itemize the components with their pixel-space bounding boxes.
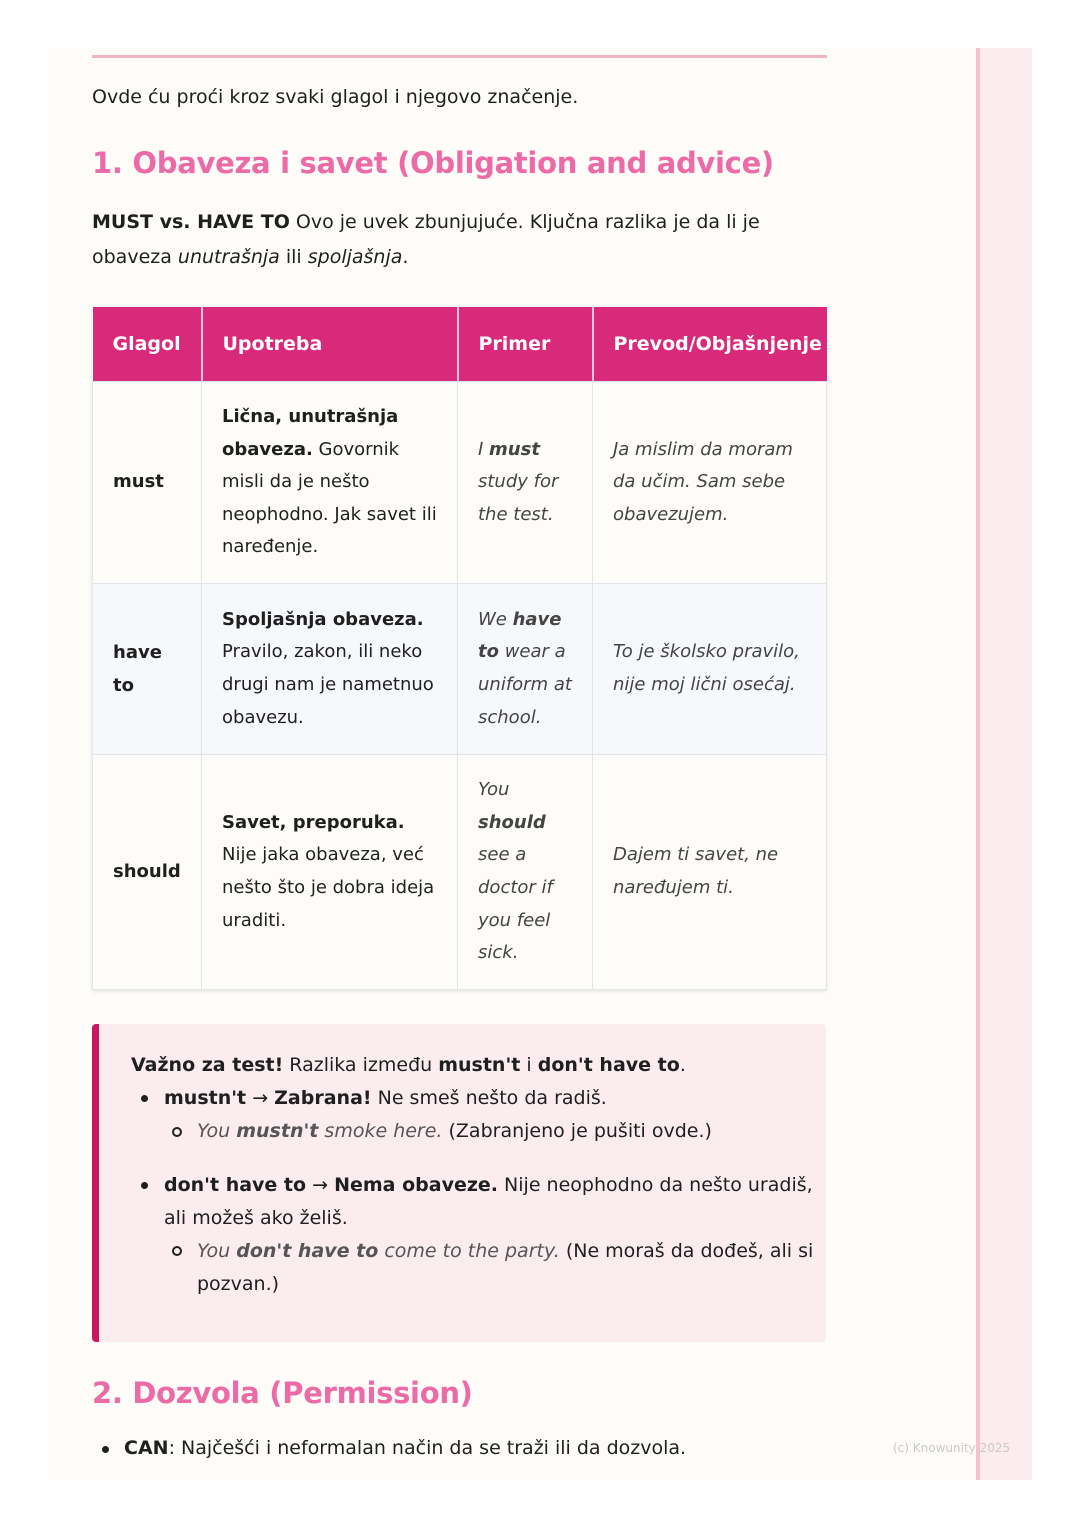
- example-post: study for the test.: [478, 471, 559, 525]
- permission-item-can: [124, 1433, 686, 1463]
- bullet-dot: [141, 1182, 148, 1189]
- sub-bullet-ring: [172, 1127, 182, 1137]
- lead-paragraph: [92, 205, 827, 275]
- sub-post: come to the party.: [378, 1240, 560, 1262]
- callout-subitem-mustnt: [197, 1115, 712, 1148]
- lead-em-internal: unutrašnja: [177, 246, 280, 268]
- item-bold: CAN: [124, 1437, 169, 1459]
- table-row: [93, 382, 827, 584]
- sub-bullet-ring: [172, 1246, 182, 1256]
- cell-example: [458, 584, 593, 755]
- cell-example: [458, 755, 593, 990]
- sub-bold: don't have to: [236, 1240, 379, 1262]
- header-example: Primer: [458, 307, 593, 382]
- arrow-icon: →: [306, 1174, 335, 1196]
- table-row: [93, 584, 827, 755]
- example-post: wear a uniform at school.: [478, 641, 572, 728]
- table-row: [93, 755, 827, 990]
- item-bold: don't have to: [164, 1174, 307, 1196]
- header-usage: Upotreba: [202, 307, 458, 382]
- item-text: Nije neophodno da nešto uradiš,: [498, 1174, 813, 1196]
- example-bold: should: [478, 811, 546, 833]
- cell-translation: Ja mislim da moram da učim. Sam sebe obavezujem.: [593, 382, 827, 584]
- lead-end: .: [402, 246, 409, 268]
- sub-post: smoke here.: [318, 1120, 443, 1142]
- lead-bold: MUST vs. HAVE TO: [92, 211, 290, 233]
- cell-example: [458, 382, 593, 584]
- cell-translation: Dajem ti savet, ne naređujem ti.: [593, 755, 827, 990]
- usage-text: Govornik misli da je nešto neophodno. Jak savet ili naređenje.: [222, 438, 437, 558]
- cell-verb: should: [93, 755, 202, 990]
- callout-title-text: Razlika između: [283, 1054, 439, 1076]
- cell-verb: have to: [93, 584, 202, 755]
- item-text: Ne smeš nešto da radiš.: [371, 1087, 607, 1109]
- callout-accent-bar: [92, 1024, 99, 1342]
- callout-item-mustnt: [164, 1082, 607, 1115]
- top-rule: [92, 55, 827, 58]
- callout-title-dont-have-to: don't have to: [537, 1054, 680, 1076]
- item-bold: Zabrana!: [274, 1087, 372, 1109]
- side-strip: [976, 48, 1032, 1480]
- item-bold: mustn't: [164, 1087, 247, 1109]
- example-bold: have to: [478, 608, 562, 663]
- lead-em-external: spoljašnja: [307, 246, 403, 268]
- item-bold: Nema obaveze.: [334, 1174, 499, 1196]
- lead-mid: ili: [279, 246, 308, 268]
- callout-item-dont-have-to-line2: ali možeš ako želiš.: [164, 1207, 348, 1229]
- footer-copyright: (c) Knowunity 2025: [893, 1441, 1011, 1455]
- callout-subitem-line2: pozvan.): [197, 1273, 280, 1295]
- callout-item-dont-have-to: [164, 1169, 813, 1202]
- cell-usage: [202, 755, 458, 990]
- usage-bold: Spoljašnja obaveza.: [222, 608, 424, 630]
- example-pre: We: [478, 608, 513, 630]
- important-callout: [92, 1024, 826, 1342]
- callout-subitem-dont-have-to: [197, 1235, 813, 1268]
- header-verb: Glagol: [93, 307, 202, 382]
- section-heading-obligation: 1. Obaveza i savet (Obligation and advice): [92, 146, 774, 180]
- modal-verbs-table: [92, 307, 826, 990]
- example-pre: You: [478, 779, 510, 801]
- example-post: see a doctor if you feel sick.: [478, 844, 553, 964]
- example-pre: I: [478, 438, 490, 460]
- callout-title-bold: Važno za test!: [131, 1054, 284, 1076]
- usage-bold: Savet, preporuka.: [222, 811, 405, 833]
- example-bold: must: [489, 438, 540, 460]
- callout-title: [131, 1052, 686, 1078]
- bullet-dot: [102, 1446, 109, 1453]
- cell-usage: [202, 382, 458, 584]
- item-text: : Najčešći i neformalan način da se traži ili da dozvola.: [168, 1437, 687, 1459]
- usage-bold: Lična, unutrašnja obaveza.: [222, 406, 399, 460]
- usage-text: Pravilo, zakon, ili neko drugi nam je nametnuo obavezu.: [222, 641, 434, 728]
- cell-translation: To je školsko pravilo, nije moj lični osećaj.: [593, 584, 827, 755]
- sub-pre: You: [197, 1120, 237, 1142]
- sub-pre: You: [197, 1240, 237, 1262]
- header-translation: Prevod/Objašnjenje: [593, 307, 827, 382]
- callout-title-mustnt: mustn't: [438, 1054, 521, 1076]
- cell-usage: [202, 584, 458, 755]
- side-divider: [976, 48, 980, 1480]
- lead-text: Ovo je uvek zbunjujuće. Ključna razlika je da li je obaveza: [92, 211, 760, 268]
- usage-text: Nije jaka obaveza, već nešto što je dobra ideja uraditi.: [222, 844, 435, 931]
- arrow-icon: →: [246, 1087, 275, 1109]
- sub-bold: mustn't: [236, 1120, 319, 1142]
- callout-title-end: .: [679, 1054, 686, 1076]
- callout-title-mid: i: [520, 1054, 538, 1076]
- section-heading-permission: 2. Dozvola (Permission): [92, 1376, 473, 1410]
- sub-note: (Zabranjeno je pušiti ovde.): [442, 1120, 712, 1142]
- bullet-dot: [141, 1095, 148, 1102]
- sub-note: (Ne moraš da dođeš, ali si: [559, 1240, 814, 1262]
- intro-text: Ovde ću proći kroz svaki glagol i njegovo značenje.: [92, 86, 579, 108]
- cell-verb: must: [93, 382, 202, 584]
- table-header-row: [93, 307, 827, 382]
